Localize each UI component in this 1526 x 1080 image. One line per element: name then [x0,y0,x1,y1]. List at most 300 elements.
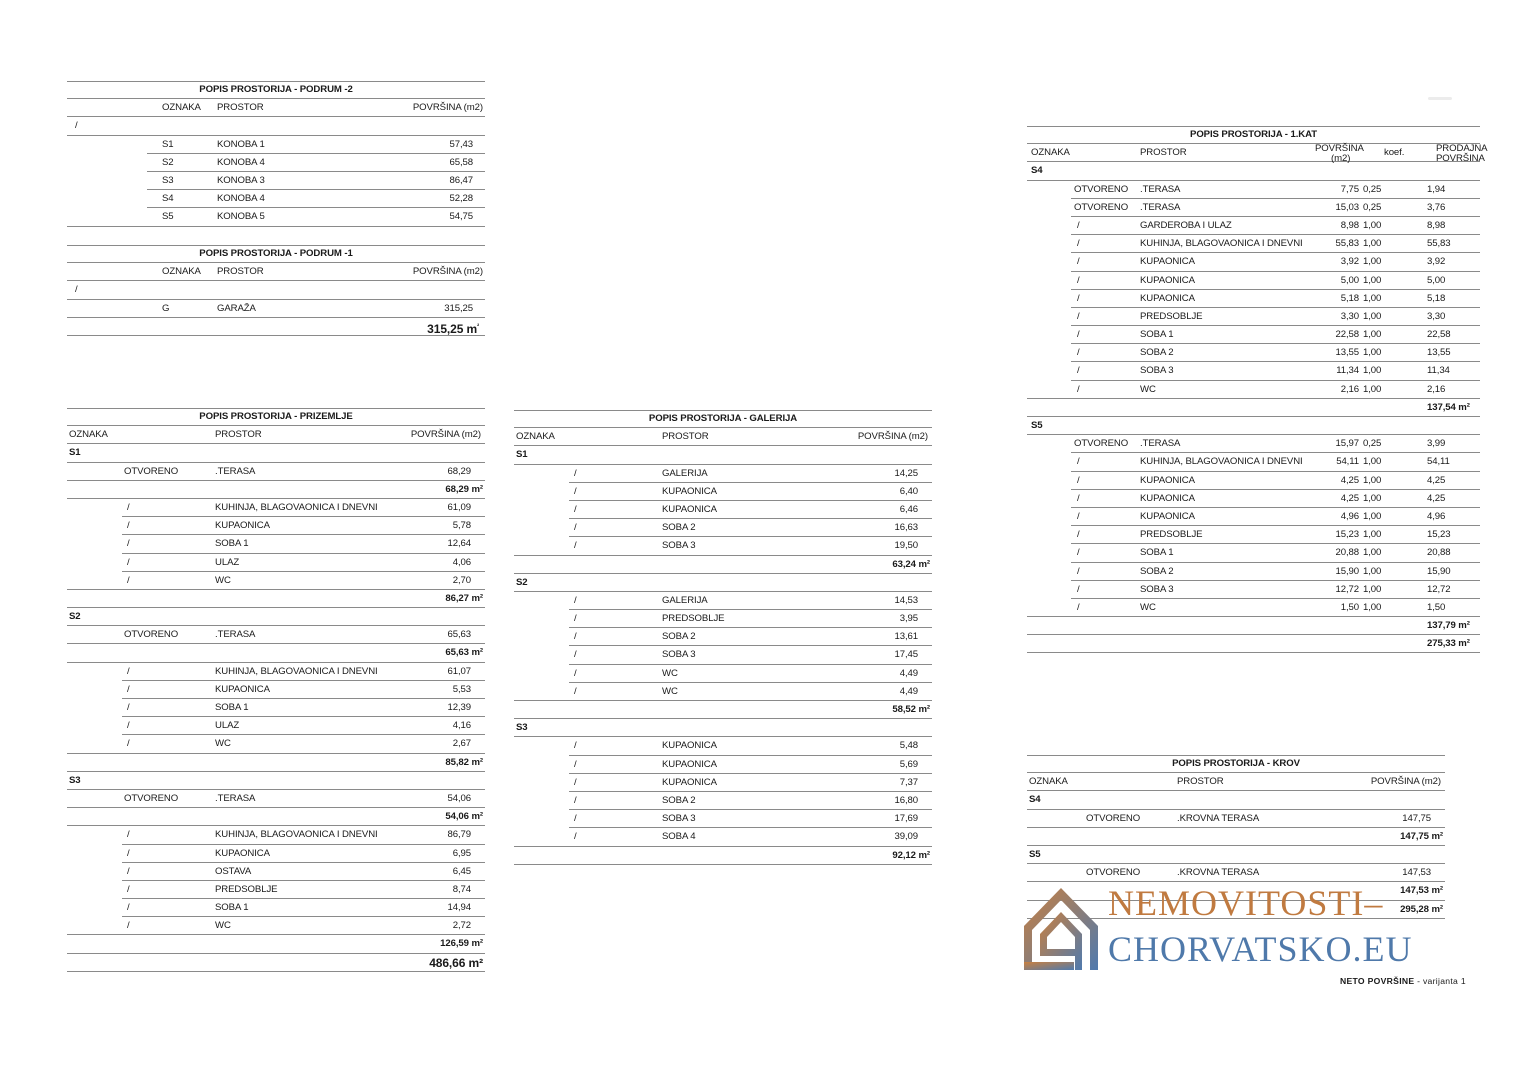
header-oznaka: OZNAKA [69,429,108,441]
unit-label: S4 [1031,165,1043,177]
cell-prostor: WC [215,738,231,750]
table-title-row [1027,755,1445,773]
cell-povrsina: 52,28 [449,193,473,205]
cell-prostor: SOBA 1 [215,902,249,914]
cell-type: / [1077,310,1080,322]
grand-total: 486,66 m² [429,955,483,970]
cell-koef: 1,00 [1363,292,1382,304]
cell-povrsina: 12,39 [447,702,471,713]
unit-label: S2 [69,611,81,623]
cell-koef: 1,00 [1363,529,1382,541]
cell-prostor: KUPAONICA [662,503,717,515]
group-label: / [75,120,78,132]
cell-prostor: .KROVNA TERASA [1177,867,1260,879]
cell-type: / [1077,492,1080,504]
cell-prostor: KUPAONICA [662,740,717,752]
cell-type: / [1077,383,1080,395]
cell-prostor: SOBA 3 [1140,365,1174,377]
watermark-line1: NEMOVITOSTI– [1108,883,1384,923]
cell-povrsina: 14,25 [894,467,918,479]
cell-prostor: KUHINJA, BLAGOVAONICA I DNEVNI [215,501,378,513]
cell-oznaka: S1 [162,138,174,150]
cell-prostor: KUPAONICA [1140,256,1195,268]
cell-koef: 1,00 [1363,383,1382,395]
cell-povrsina: 68,29 [447,465,471,477]
cell-type: / [574,540,577,552]
cell-povrsina: 3,92 [1340,256,1359,268]
cell-povrsina: 65,58 [449,156,473,168]
cell-prostor: KUPAONICA [662,485,717,497]
table-row [67,845,485,863]
cell-povrsina: 8,74 [452,883,471,895]
table-row [67,517,485,535]
cell-prodajna: 8,98 [1427,219,1446,231]
cell-type: / [574,594,577,606]
cell-prostor: KONOBA 4 [217,193,265,205]
table-row [514,683,932,701]
table-row [1027,381,1480,399]
cell-povrsina: 54,06 [447,792,471,804]
cell-prostor: .TERASA [1140,438,1181,450]
table-header-row [514,428,932,446]
cell-type: / [1077,510,1080,522]
cell-prostor: KUPAONICA [215,847,270,859]
footer-label: NETO POVRŠINE [1340,976,1415,986]
cell-povrsina: 147,75 [1402,812,1431,824]
cell-koef: 1,00 [1363,219,1382,231]
subtotal: 126,59 m² [440,938,483,950]
cell-type: OTVORENO [124,792,179,804]
cell-oznaka: S5 [162,211,174,223]
header-povrsina-unit: (m2) [1331,153,1351,165]
table-row [1027,635,1480,653]
table-row [1027,508,1480,526]
table-row [1027,199,1480,217]
table-row [67,663,485,681]
subtotal-row [514,719,932,737]
subtotal-row [1027,617,1480,635]
table-row [1027,326,1480,344]
cell-prodajna: 3,30 [1427,310,1446,322]
cell-koef: 1,00 [1363,347,1382,359]
cell-prostor: OSTAVA [215,865,252,877]
table-row [1027,344,1480,362]
cell-type: / [1077,329,1080,341]
subtotal: 63,24 m² [892,558,930,570]
table-row [67,136,485,154]
table-row [67,117,485,135]
table-row [514,465,932,483]
cell-type: / [1077,256,1080,268]
cell-prostor: SOBA 3 [1140,583,1174,595]
table-row [1027,526,1480,544]
cell-koef: 1,00 [1363,274,1382,286]
cell-type: / [574,794,577,806]
cell-prodajna: 55,83 [1427,238,1451,250]
cell-prodajna: 22,58 [1427,329,1451,341]
table-title-row [67,81,485,99]
cell-oznaka: S3 [162,174,174,186]
cell-type: OTVORENO [124,465,179,477]
cell-povrsina: 6,46 [899,503,918,515]
cell-koef: 1,00 [1363,510,1382,522]
cell-povrsina: 2,72 [452,920,471,932]
cell-prostor: GARDEROBA I ULAZ [1140,219,1232,231]
cell-povrsina: 5,53 [452,683,471,695]
subtotal: 85,82 m² [445,756,483,768]
cell-povrsina: 17,69 [894,813,918,825]
cell-povrsina: 315,25 [444,302,473,314]
cell-prostor: KUPAONICA [662,758,717,770]
cell-type: / [574,649,577,661]
cell-koef: 1,00 [1363,456,1382,468]
table-row [67,208,485,226]
table-podrum-1 [67,245,485,336]
table-row [514,774,932,792]
cell-povrsina: 147,53 [1402,867,1431,879]
rule-line [67,971,485,972]
header-povrsina: POVRŠINA (m2) [412,102,483,114]
rule-line [67,226,485,227]
cell-koef: 1,00 [1363,492,1382,504]
header-povrsina: POVRŠINA (m2) [857,431,928,443]
cell-type: / [574,631,577,643]
cell-povrsina: 65,63 [447,629,471,641]
cell-type: / [127,556,130,568]
header-prostor: PROSTOR [1177,776,1224,788]
cell-prodajna: 4,25 [1427,492,1446,504]
rule-line [514,864,932,865]
cell-koef: 0,25 [1363,438,1382,450]
cell-koef: 1,00 [1363,565,1382,577]
cell-prostor: SOBA 2 [662,794,696,806]
table-row [67,572,485,590]
table-row [1027,253,1480,271]
cell-type: / [574,467,577,479]
header-povrsina: POVRŠINA [1315,143,1364,155]
cell-prodajna: 1,50 [1427,601,1446,613]
table-row [514,592,932,610]
cell-povrsina: 2,16 [1340,383,1359,395]
cell-prodajna: 4,96 [1427,510,1446,522]
subtotal-row [67,444,485,462]
cell-povrsina: 61,09 [447,501,471,513]
cell-type: / [1077,347,1080,359]
table-row [514,483,932,501]
cell-type: / [574,503,577,515]
unit-label: S1 [69,447,81,459]
cell-povrsina: 86,79 [447,829,471,841]
cell-povrsina: 54,75 [449,211,473,223]
table-row [514,792,932,810]
header-povrsina: POVRŠINA (m2) [412,266,483,278]
table-row [1027,864,1445,882]
table-row [514,665,932,683]
cell-type: / [127,902,130,914]
table-header-row [1027,143,1488,165]
header-koef: koef. [1384,147,1405,159]
subtotal: 58,52 m² [892,704,930,715]
cell-type: / [574,685,577,697]
table-row [514,519,932,537]
cell-type: OTVORENO [124,629,179,641]
subtotal: 147,53 m² [1400,885,1443,897]
cell-prostor: SOBA 3 [662,813,696,825]
table-row [67,300,485,318]
cell-prodajna: 3,99 [1427,438,1446,450]
table-row [67,172,485,190]
cell-prostor: KUHINJA, BLAGOVAONICA I DNEVNI [1140,456,1303,468]
table-row [514,756,932,774]
cell-povrsina: 4,49 [899,667,918,679]
cell-prostor: SOBA 4 [662,831,696,843]
cell-povrsina: 4,96 [1340,510,1359,522]
cell-type: / [127,520,130,532]
table-title: POPIS PROSTORIJA - KROV [1172,758,1300,769]
watermark-logo [1020,884,1440,974]
cell-type: / [1077,274,1080,286]
table-row [1027,217,1480,235]
unit-label: S1 [516,449,528,461]
cell-prodajna: 5,18 [1427,292,1446,304]
table-row [67,535,485,553]
cell-prostor: SOBA 1 [215,702,249,713]
cell-povrsina: 5,78 [452,520,471,532]
cell-prostor: KONOBA 5 [217,211,265,223]
cell-povrsina: 22,58 [1335,329,1359,341]
cell-type: / [574,522,577,534]
cell-type: / [574,740,577,752]
table-row [514,646,932,664]
table-row [1027,435,1480,453]
cell-povrsina: 61,07 [447,665,471,677]
table-row [514,628,932,646]
unit-label: S5 [1031,420,1043,431]
cell-povrsina: 15,97 [1335,438,1359,450]
grand-total: 295,28 m² [1400,903,1443,915]
cell-prodajna: 1,94 [1427,183,1446,195]
cell-type: / [1077,456,1080,468]
table-row [1027,453,1480,471]
cell-prostor: SOBA 1 [1140,329,1174,341]
cell-povrsina: 55,83 [1335,238,1359,250]
cell-koef: 1,00 [1363,329,1382,341]
cell-povrsina: 2,70 [452,574,471,586]
cell-prostor: PREDSOBLJE [1140,310,1203,322]
cell-prostor: SOBA 2 [662,522,696,534]
cell-prostor: SOBA 2 [1140,565,1174,577]
subtotal-row [67,772,485,790]
cell-prodajna: 4,25 [1427,474,1446,486]
cell-prostor: SOBA 2 [662,631,696,643]
cell-prostor: PREDSOBLJE [215,883,278,895]
cell-prostor: KUPAONICA [215,683,270,695]
cell-type: / [1077,292,1080,304]
cell-prostor: KUPAONICA [1140,492,1195,504]
table-header-row [67,426,485,444]
cell-prostor: KUHINJA, BLAGOVAONICA I DNEVNI [215,665,378,677]
subtotal: 137,54 m² [1427,401,1470,413]
cell-povrsina: 16,80 [894,794,918,806]
cell-type: / [574,485,577,497]
subtotal: 54,06 m² [445,811,483,823]
table-row [1027,290,1480,308]
cell-povrsina: 86,47 [449,174,473,186]
header-prostor: PROSTOR [215,429,262,441]
table-row [67,499,485,517]
cell-oznaka: G [162,302,170,314]
subtotal-row [1027,828,1445,846]
cell-prostor: KUPAONICA [1140,274,1195,286]
cell-prostor: GARAŽA [217,302,256,314]
cell-type: / [127,847,130,859]
subtotal-row [67,644,485,662]
cell-povrsina: 17,45 [894,649,918,661]
table-row [67,463,485,481]
header-oznaka: OZNAKA [1031,147,1070,159]
cell-type: OTVORENO [1074,438,1129,450]
table-row [514,610,932,628]
cell-povrsina: 5,69 [899,758,918,770]
table-row [1027,308,1480,326]
table-title-row [67,408,485,426]
table-1-kat [1027,126,1488,653]
table-row [514,537,932,555]
subtotal-row [1027,162,1480,180]
header-prostor: PROSTOR [1140,147,1187,159]
table-row [67,681,485,699]
table-row [514,737,932,755]
cell-povrsina: 13,61 [894,631,918,643]
table-header-row [1027,773,1445,791]
table-row [1027,563,1480,581]
unit-label: S3 [516,722,528,734]
cell-prodajna: 3,92 [1427,256,1446,268]
cell-type: / [1077,583,1080,595]
table-title-row [1027,126,1480,144]
cell-type: / [574,667,577,679]
cell-type: / [127,683,130,695]
cell-povrsina: 4,16 [452,720,471,732]
cell-povrsina: 6,45 [452,865,471,877]
cell-prostor: .TERASA [215,792,256,804]
cell-povrsina: 8,98 [1340,219,1359,231]
footer-variant: - varijanta 1 [1414,976,1466,986]
table-row [67,881,485,899]
cell-type: OTVORENO [1074,201,1129,213]
cell-prodajna: 15,90 [1427,565,1451,577]
cell-povrsina: 19,50 [894,540,918,552]
cell-type: / [127,720,130,732]
cell-type: OTVORENO [1074,183,1129,195]
cell-povrsina: 12,64 [447,538,471,550]
table-row [1027,544,1480,562]
header-povrsina: POVRŠINA (m2) [1370,776,1441,788]
rule-line [67,335,485,336]
table-row [67,318,485,336]
table-row [67,281,485,299]
cell-povrsina: 39,09 [894,831,918,843]
cell-prostor: WC [215,920,231,932]
cell-type: / [1077,474,1080,486]
cell-prodajna: 3,76 [1427,201,1446,213]
cell-oznaka: S2 [162,156,174,168]
cell-prostor: KUHINJA, BLAGOVAONICA I DNEVNI [215,829,378,841]
cell-type: / [127,501,130,513]
cell-type: / [574,813,577,825]
cell-prodajna: 20,88 [1427,547,1451,559]
grand-total-value: 315,25 m [427,321,478,336]
cell-povrsina: 4,49 [899,685,918,697]
cell-type: / [574,613,577,625]
cell-type: / [1077,601,1080,613]
table-row [514,810,932,828]
cell-povrsina: 5,00 [1340,274,1359,286]
cell-type: / [127,883,130,895]
subtotal: 86,27 m² [445,592,483,604]
cell-prostor: KUPAONICA [1140,474,1195,486]
cell-prostor: .TERASA [1140,183,1181,195]
header-prodajna-2: POVRŠINA [1436,153,1485,165]
table-row [1027,272,1480,290]
table-row [67,917,485,935]
cell-oznaka: S4 [162,193,174,205]
cell-type: / [574,776,577,788]
cell-type: / [574,758,577,770]
cell-type: / [127,829,130,841]
subtotal-row [1027,846,1445,864]
cell-type: / [127,665,130,677]
cell-povrsina: 16,63 [894,522,918,534]
unit-label: S5 [1029,848,1041,860]
table-row [514,501,932,519]
cell-povrsina: 4,25 [1340,492,1359,504]
table-row [67,190,485,208]
table-title-row [514,410,932,428]
table-title: POPIS PROSTORIJA - PODRUM -2 [199,84,353,95]
subtotal-row [514,847,932,865]
table-row [1027,490,1480,508]
cell-prodajna: 13,55 [1427,347,1451,359]
cell-type: / [1077,238,1080,250]
cell-prostor: SOBA 2 [1140,347,1174,359]
subtotal: 147,75 m² [1400,830,1443,842]
unit-label: S4 [1029,794,1041,806]
cell-type: / [1077,529,1080,541]
cell-type: / [127,538,130,550]
table-prizemlje [67,408,485,972]
cell-koef: 1,00 [1363,365,1382,377]
cell-prostor: KUPAONICA [1140,510,1195,522]
grand-total [427,318,479,338]
subtotal: 137,79 m² [1427,620,1470,632]
table-title: POPIS PROSTORIJA - 1.KAT [1190,129,1317,140]
cell-povrsina: 54,11 [1336,456,1359,468]
watermark-line2: CHORVATSKO.EU [1108,929,1413,969]
cell-prostor: WC [215,574,231,586]
cell-koef: 1,00 [1363,583,1382,595]
cell-povrsina: 3,30 [1340,310,1359,322]
cell-prostor: WC [662,685,678,697]
cell-povrsina: 14,53 [894,594,918,606]
cell-type: / [127,574,130,586]
cell-prostor: PREDSOBLJE [1140,529,1203,541]
cell-povrsina: 15,03 [1335,201,1359,213]
cell-povrsina: 11,34 [1336,365,1359,377]
cell-prodajna: 5,00 [1427,274,1446,286]
cell-prodajna: 11,34 [1427,365,1450,377]
table-row [67,554,485,572]
